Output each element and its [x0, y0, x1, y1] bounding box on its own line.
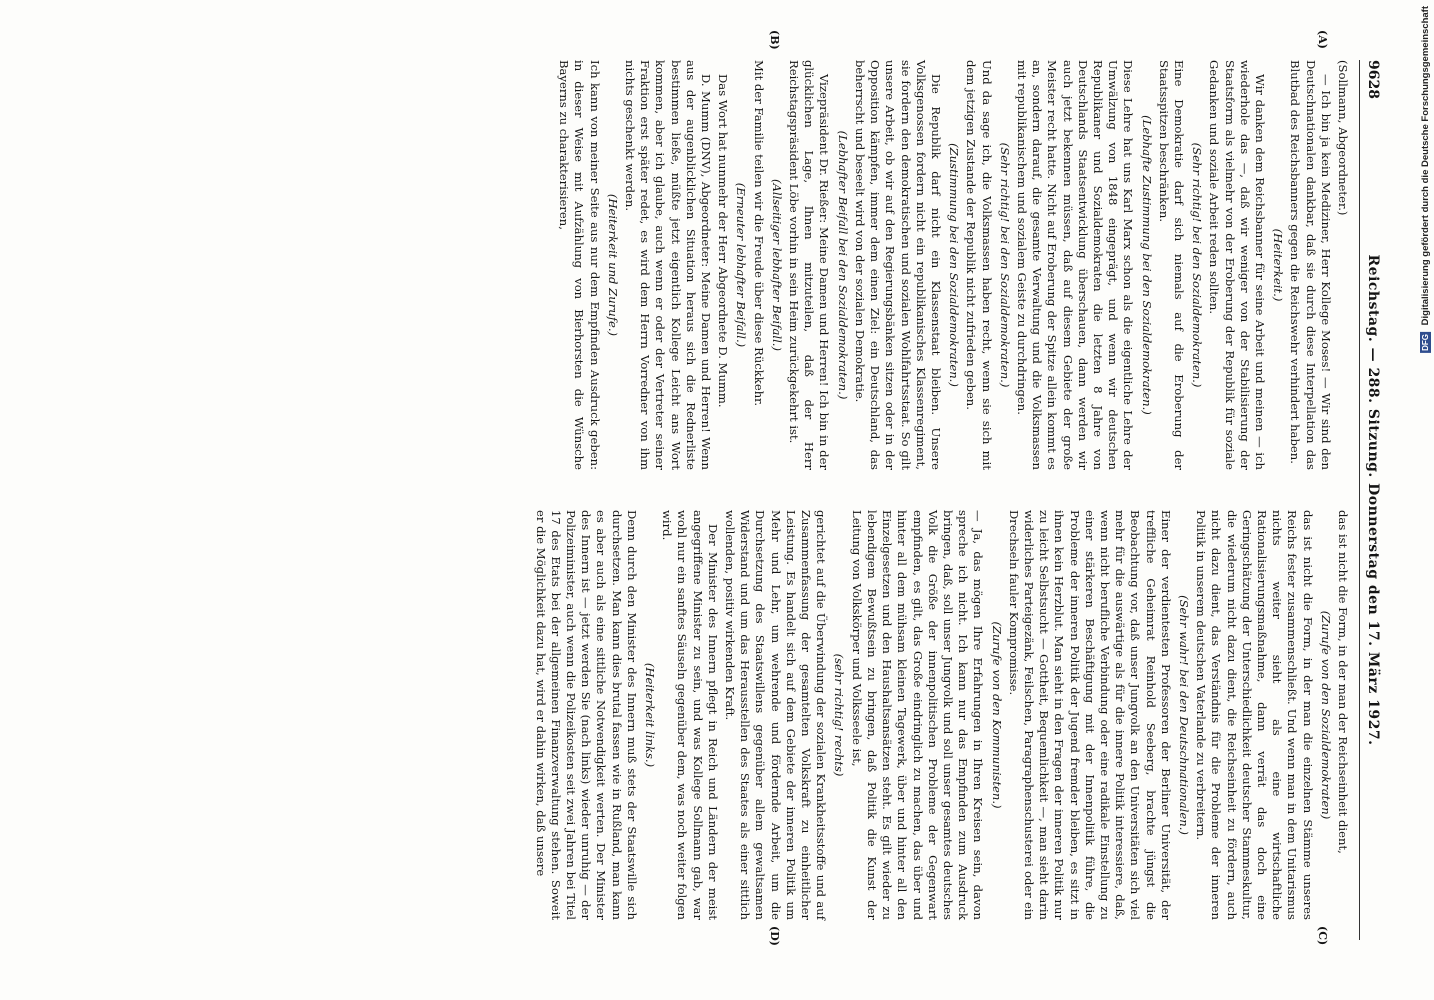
- rotated-document-page: [152, 30, 1382, 946]
- digitization-credit: [1420, 6, 1431, 353]
- interjection: (Zurufe von den Sozialdemokraten): [1318, 610, 1333, 820]
- paragraph: — Ja, das mögen Ihre Erfahrungen in Ihren Kreisen sein, davon spreche ich nicht. Ich kann nur das Empfinden zum Ausdruck bringen, daß, soll unser Jungvolk und soll unser gesamtes deutsches Volk die Größe der innenpolitischen Probleme der Gegenwart empfinden, es gilt, das Große eindringlich zu machen, das über und hinter all dem mühsam kleinen Tagewerk, über und hinter all den Einzelgesetzen und den Haushaltsansätzen steht. Es gilt wieder zu lebendigem Bewußtsein zu bringen, daß Politik die Kunst der Leitung von Volkskörper und Volksseele ist,: [849, 510, 986, 920]
- interjection: (Sehr wahr! bei den Deutschnationalen.): [1176, 595, 1191, 835]
- digitization-credit-text: Digitalisierung gefördert durch die Deutsche Forschungsgemeinschaft: [1420, 6, 1431, 326]
- paragraph: Wir danken dem Reichsbanner für seine Arbeit und meinen — ich wiederhole das —, daß wir weniger von der Stabilisierung der Staatsform als vielmehr von der Eroberung der Republik für soziale Gedanken und soziale Arbeit reden sollten.: [1207, 60, 1267, 470]
- paragraph: Diese Lehre hat uns Karl Marx schon als die eigentliche Lehre der Umwälzung von 1848 eingeprägt, und wenn wir deutschen Republikaner und Sozialdemokraten die letzten 8 Jahre von Deutschlands Staatsentwicklung überschauen, dann werden wir auch jetzt bekennen müssen, daß auf diesem Gebiete der große Meister recht hatte. Nicht auf Eroberung der Spitze allein kommt es an, sondern darauf, die gesamte Verwaltung und die Volksmassen mit republikanischem und sozialem Geiste zu durchdringen.: [1014, 60, 1136, 470]
- page-header: [1360, 60, 1382, 940]
- interjection: (Zurufe von den Kommunisten.): [989, 621, 1004, 809]
- interjection: (Allseitiger lebhafter Beifall.): [769, 178, 784, 352]
- interjection: (Heiterkeit.): [1271, 228, 1286, 302]
- dfg-logo: DFG: [1421, 334, 1430, 351]
- margin-marker-a: (A): [1316, 30, 1329, 49]
- paragraph: Denn durch den Minister des Innern muß stets der Staatswille sich durchsetzen. Man kann dies brutal fassen wie in Rußland, man kann es aber auch als eine sittliche Notwendigkeit werten. Der Minister des Innern ist — jetzt werden Sie (nach links) wieder unruhig — der Polizeiminister, auch wenn die Polizeikosten seit zwei Jahren bei Titel 17 des Etats bei der allgemeinen Finanzverwaltung stehen. Soweit er die Möglichkeit dazu hat, wird er dahin wirken, daß unsere: [533, 510, 639, 920]
- paragraph: Das Wort hat nunmehr der Herr Abgeordnete D. Mumm.: [716, 74, 731, 408]
- paragraph: — Ich bin ja kein Mediziner, Herr Kollege Moses! — Wir sind den Deutschnationalen dankbar, daß sie durch diese Interpellation das Blutbad des Reichsbanners gegen die Reichswehr verhindert haben.: [1288, 60, 1333, 470]
- paragraph: das ist nicht die Form, in der man die einzelnen Stämme unseres Reichs fester zusammenschließt. Und wenn man in dem Unitarismus nichts weiter sieht als eine wirtschaftliche Rationalisierungsmaßnahme, dann verrät das doch eine Geringschätzung der Unterschiedlichkeit deutscher Stammeskultur, die wiederum nicht dazu dient, die Reichseinheit zu fördern, auch nicht dazu dient, das Verständnis für die Probleme der inneren Politik in unserem deutschen Vaterlande zu verbreitern.: [1194, 510, 1315, 920]
- page-title: Reichstag. — 288. Sitzung. Donnerstag den 17. März 1927.: [1365, 254, 1381, 746]
- left-text-column: [554, 60, 1350, 470]
- paragraph: Mit der Familie teilen wir die Freude über diese Rückkehr.: [751, 60, 766, 407]
- header-rule: [1359, 60, 1360, 940]
- paragraph: Eine Demokratie darf sich niemals auf die Eroberung der Staatsspitzen beschränken.: [1156, 60, 1186, 470]
- paragraph: Der Minister des Innern pflegt in Reich und Ländern der meist angegriffene Minister zu sein, und was Kollege Sollmann gab, war wohl nur ein sanftes Säuseln gegenüber dem, was noch weiter folgen wird.: [660, 510, 720, 920]
- speaker-paragraph: Vizepräsident Dr. Rießer: Meine Damen und Herren! Ich bin in der glücklichen Lage, Ihnen mitzuteilen, daß der Herr Reichstagspräsident Löbe vorhin in sein Heim zurückgekehrt ist.: [787, 60, 832, 470]
- paragraph: Ich kann von meiner Seite aus nur dem Empfinden Ausdruck geben: in dieser Weise mit Aufzählung von Bierhorsten die Wünsche Bayerns zu charakterisieren,: [557, 60, 602, 470]
- interjection: (Lebhafte Zustimmung bei den Sozialdemokraten.): [1139, 115, 1154, 415]
- paragraph: Die Republik darf nicht ein Klassenstaat bleiben. Unsere Volksgenossen fordern nicht ein republikanisches Klassenregiment, sie fordern den demokratischen und sozialen Wohlfahrtsstaat. So gilt unsere Arbeit, ob wir auf den Regierungsbänken sitzen oder in der Opposition kämpfen, immer dem einen Ziel: ein Deutschland, das beherrscht und beseelt wird von der sozialen Demokratie.: [852, 60, 943, 470]
- speaker-continuation: (Sollmann, Abgeordneter.): [1336, 60, 1350, 216]
- margin-marker-c: (C): [1316, 926, 1329, 946]
- paragraph: Einer der verdientesten Professoren der Berliner Universität, der treffliche Geheimrat Reinhold Seeberg, brachte jüngst die Beobachtung vor, daß unser Jungvolk an den Universitäten sich viel mehr für die auswärtige als für die innere Politik interessiere, daß, wenn nicht berufliche Verbindung oder eine radikale Einstellung zu einer stärkeren Beschäftigung mit der Innenpolitik führe, die Probleme der inneren Politik der Jugend fremder bleiben, es sitzt in ihnen kein Herzblut. Man sieht in den Fragen der inneren Politik nur zu leicht Selbstsucht — Gottheit, Bequemlichkeit —, man sieht darin widerliches Parteigezänk, Feilschen, Paragraphenschusterei oder ein Drechseln fauler Kompromisse.: [1006, 510, 1173, 920]
- page-number: 9628: [1365, 60, 1381, 99]
- interjection: (Sehr richtig! bei den Sozialdemokraten.): [1190, 142, 1205, 388]
- margin-marker-d: (D): [768, 926, 781, 946]
- interjection: (Zustimmung bei den Sozialdemokraten.): [947, 143, 962, 387]
- paragraph: das ist nicht die Form, in der man der Reichseinheit dient,: [1336, 510, 1350, 854]
- paragraph: gerichtet auf die Überwindung der sozialen Krankheitsstoffe und auf Zusammenfassung der gesamtelten Volkskraft zu einheitlicher Leistung. Es handelt sich auf dem Gebiete der inneren Politik um Mehr und Lehr, um wehrende und fördernde Arbeit, um die Durchsetzung des Staatswillens gegenüber allem gewaltsamen Widerstand und um das Herausstellen des Staates als einer sittlich wollenden, positiv wirkenden Kraft.: [723, 510, 829, 920]
- interjection: (Erneuter lebhafter Beifall.): [734, 182, 749, 348]
- margin-marker-b: (B): [768, 30, 781, 50]
- interjection: (Heiterkeit links.): [643, 662, 658, 768]
- paragraph: Und da sage ich, die Volksmassen haben recht, wenn sie sich mit dem jetzigen Zustande der Republik nicht zufrieden geben.: [964, 60, 994, 470]
- interjection: (Lebhafter Beifall bei den Sozialdemokraten.): [835, 130, 850, 400]
- right-text-column: [530, 510, 1350, 920]
- interjection: (Heiterkeit und Zurufe.): [605, 193, 620, 337]
- interjection: (Sehr richtig! bei den Sozialdemokraten.): [997, 142, 1012, 388]
- speaker-paragraph: D. Mumm (DNV), Abgeordneter: Meine Damen und Herren! Wenn aus der augenblicklichen Situation heraus sich die Rednerliste bestimmen ließe, müßte jetzt eigentlich Kollege Leicht ans Wort kommen, aber ich glaube, auch wenn er oder der Vertreter seiner Fraktion erst später redet, es wird dem Herrn Vorredner von ihm nichts geschenkt werden.: [623, 60, 714, 470]
- interjection: (sehr richtig! rechts): [832, 653, 847, 777]
